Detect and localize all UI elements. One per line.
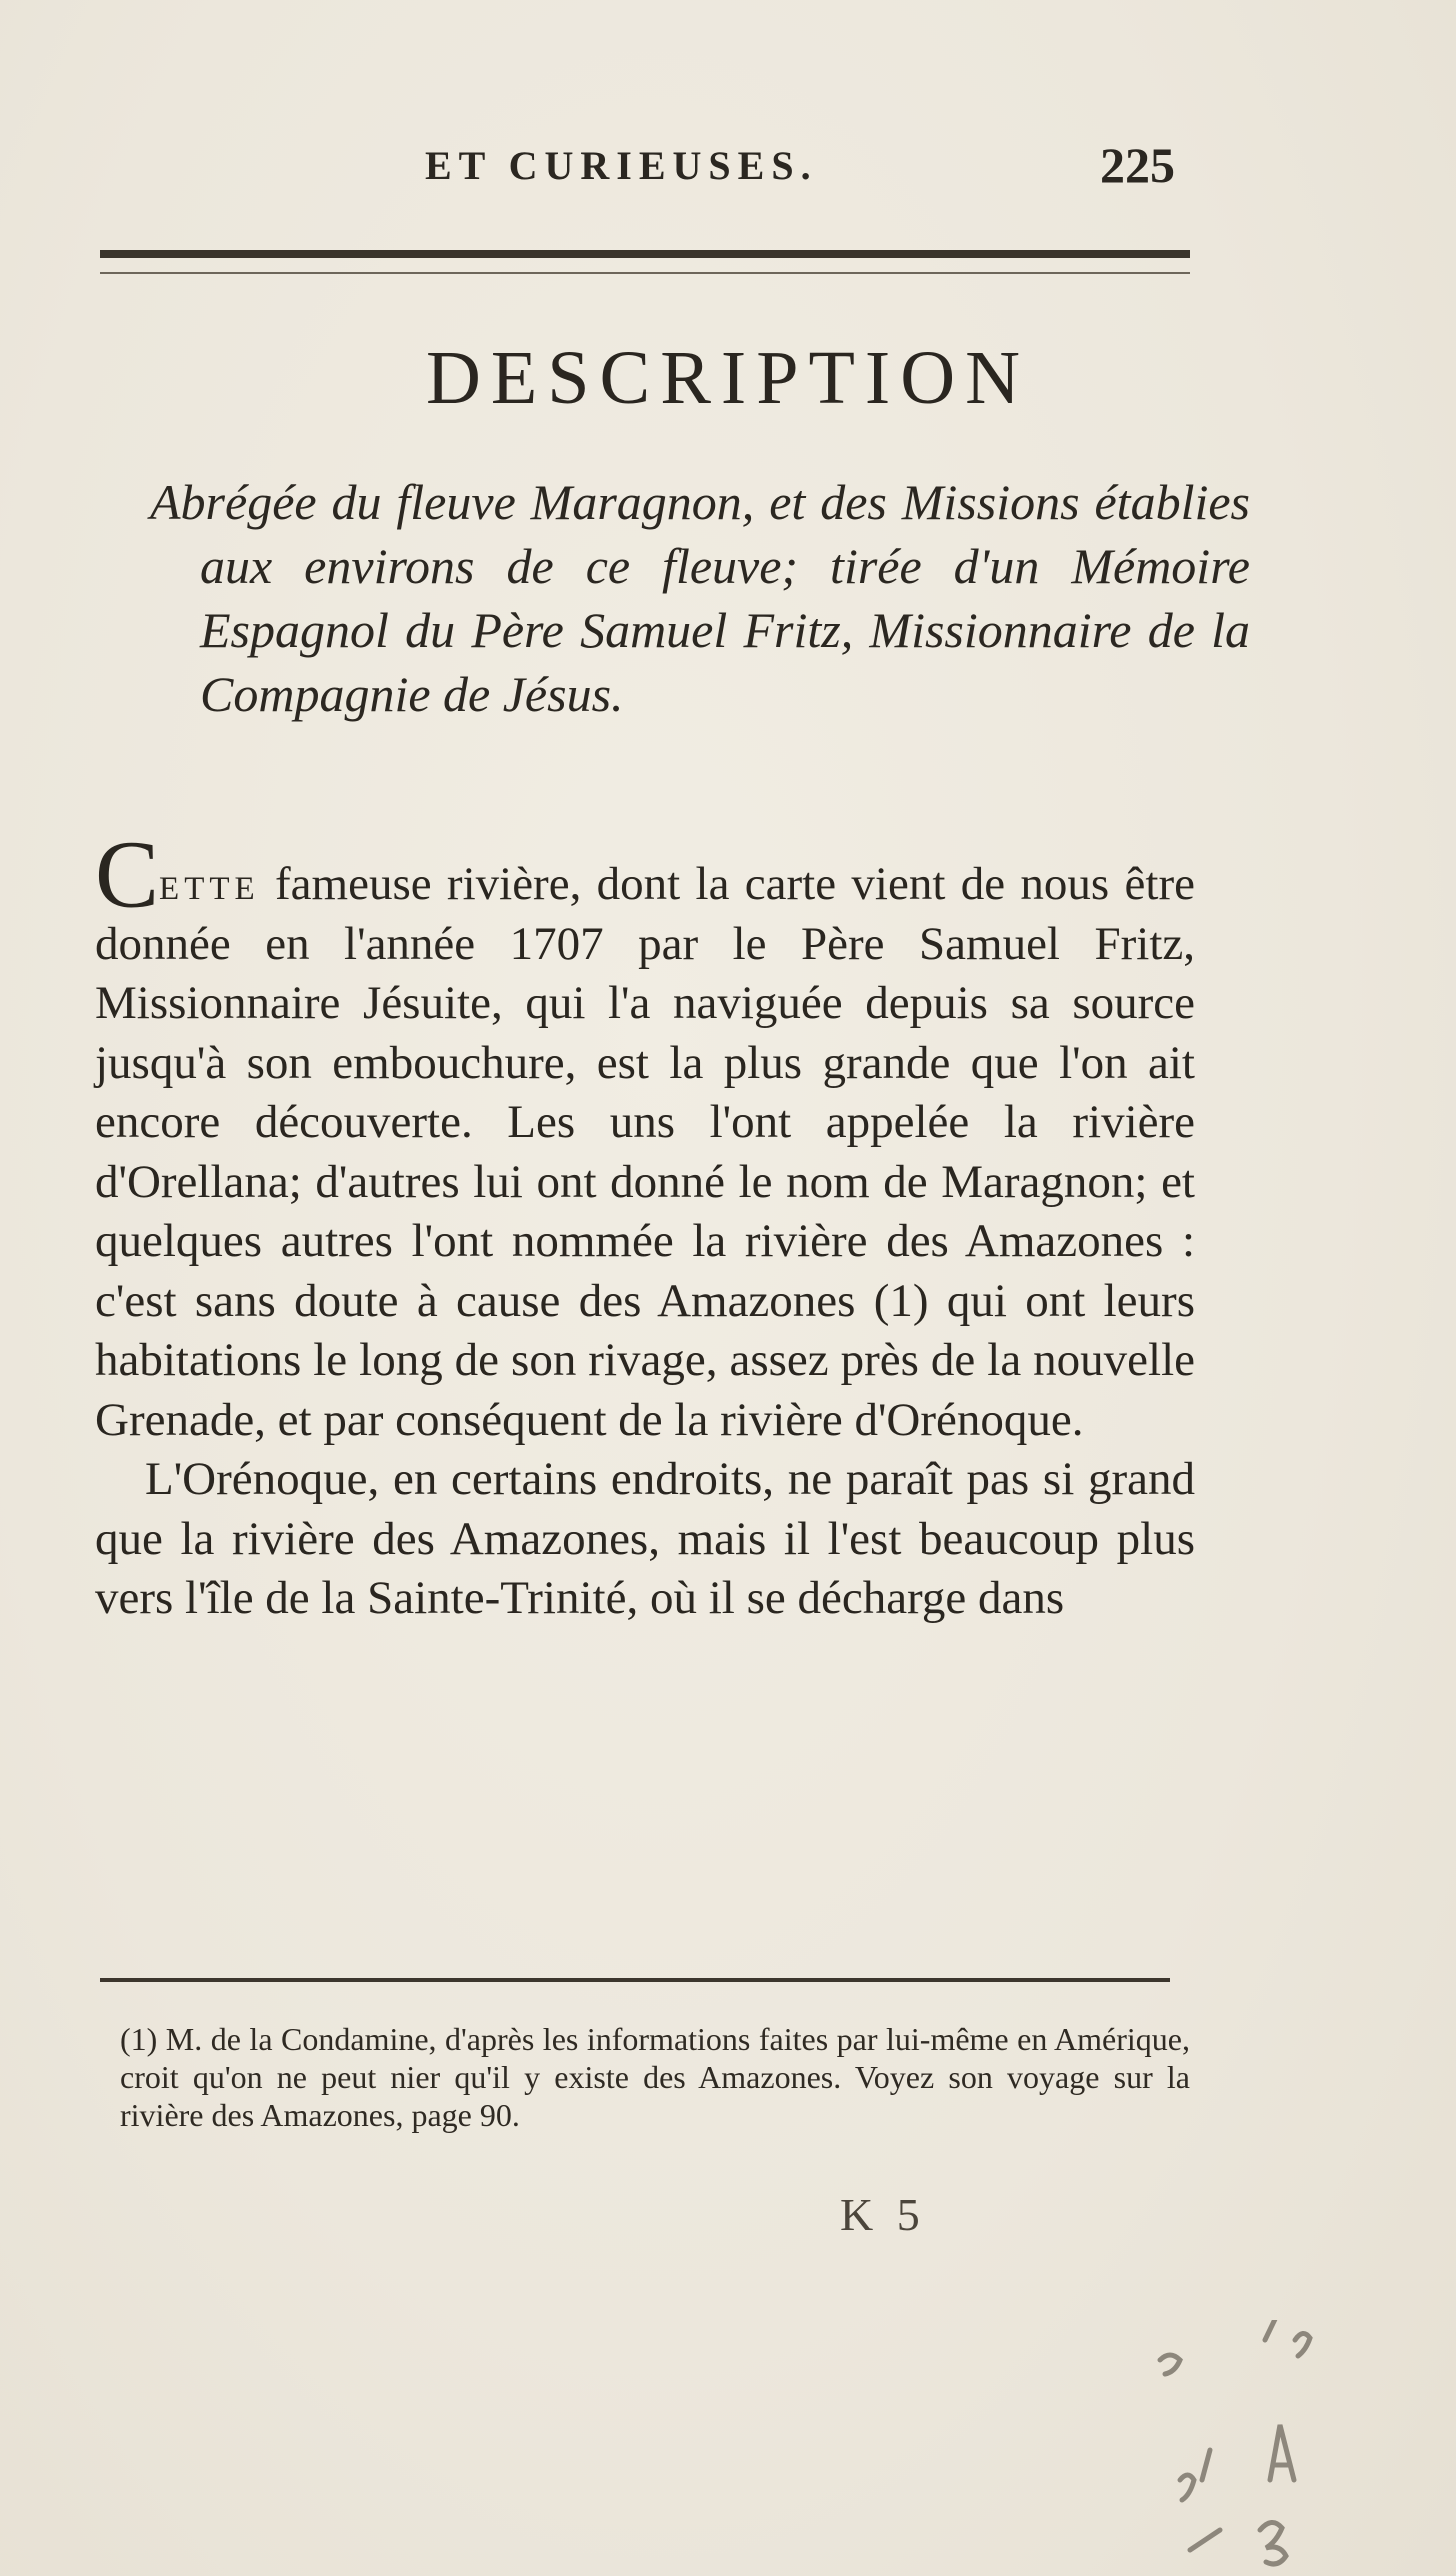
header-rule-thick — [100, 250, 1190, 258]
footnote: (1) M. de la Condamine, d'après les informations faites par lui-même en Amérique, croit qu'on ne peut nier qu'il y existe des Amazones. Voyez son voyage sur la rivière des Amazones, page 90. — [120, 2021, 1190, 2133]
section-title: DESCRIPTION — [425, 336, 1031, 420]
pencil-marks-icon — [1150, 2320, 1360, 2570]
section-subtitle: Abrégée du fleuve Maragnon, et des Missions établies aux environs de ce fleuve; tirée d'un Mémoire Espagnol du Père Samuel Fritz, Missionnaire de la Compagnie de Jésus. — [150, 474, 1250, 722]
paragraph-1-text: fameuse rivière, dont la carte vient de nous être donnée en l'année 1707 par le Père Samuel Fritz, Missionnaire Jésuite, qui l'a naviguée depuis sa source jusqu'à son embouchure, est la plus grande que l'on ait encore découverte. Les uns l'ont appelée la rivière d'Orellana; d'autres lui ont donné le nom de Maragnon; et quelques autres l'ont nommée la rivière des Amazones : c'est sans doute à cause des Amazones (1) qui ont leurs habitations le long de son rivage, assez près de la nouvelle Grenade, et par conséquent de la rivière d'Orénoque. — [95, 858, 1195, 1446]
lead-smallcaps: ette — [159, 858, 260, 910]
body-text — [95, 820, 1195, 1629]
signature-mark: K 5 — [840, 2189, 926, 2240]
drop-cap: C — [95, 820, 160, 928]
footnote-rule — [100, 1978, 1170, 1982]
running-head: ET CURIEUSES. — [425, 143, 818, 188]
paragraph-1 — [95, 820, 1195, 1450]
header-rule-thin — [100, 272, 1190, 274]
page-number: 225 — [1100, 137, 1175, 193]
paragraph-2: L'Orénoque, en certains endroits, ne paraît pas si grand que la rivière des Amazones, mais il l'est beaucoup plus vers l'île de la Sainte-Trinité, où il se décharge dans — [95, 1453, 1195, 1624]
